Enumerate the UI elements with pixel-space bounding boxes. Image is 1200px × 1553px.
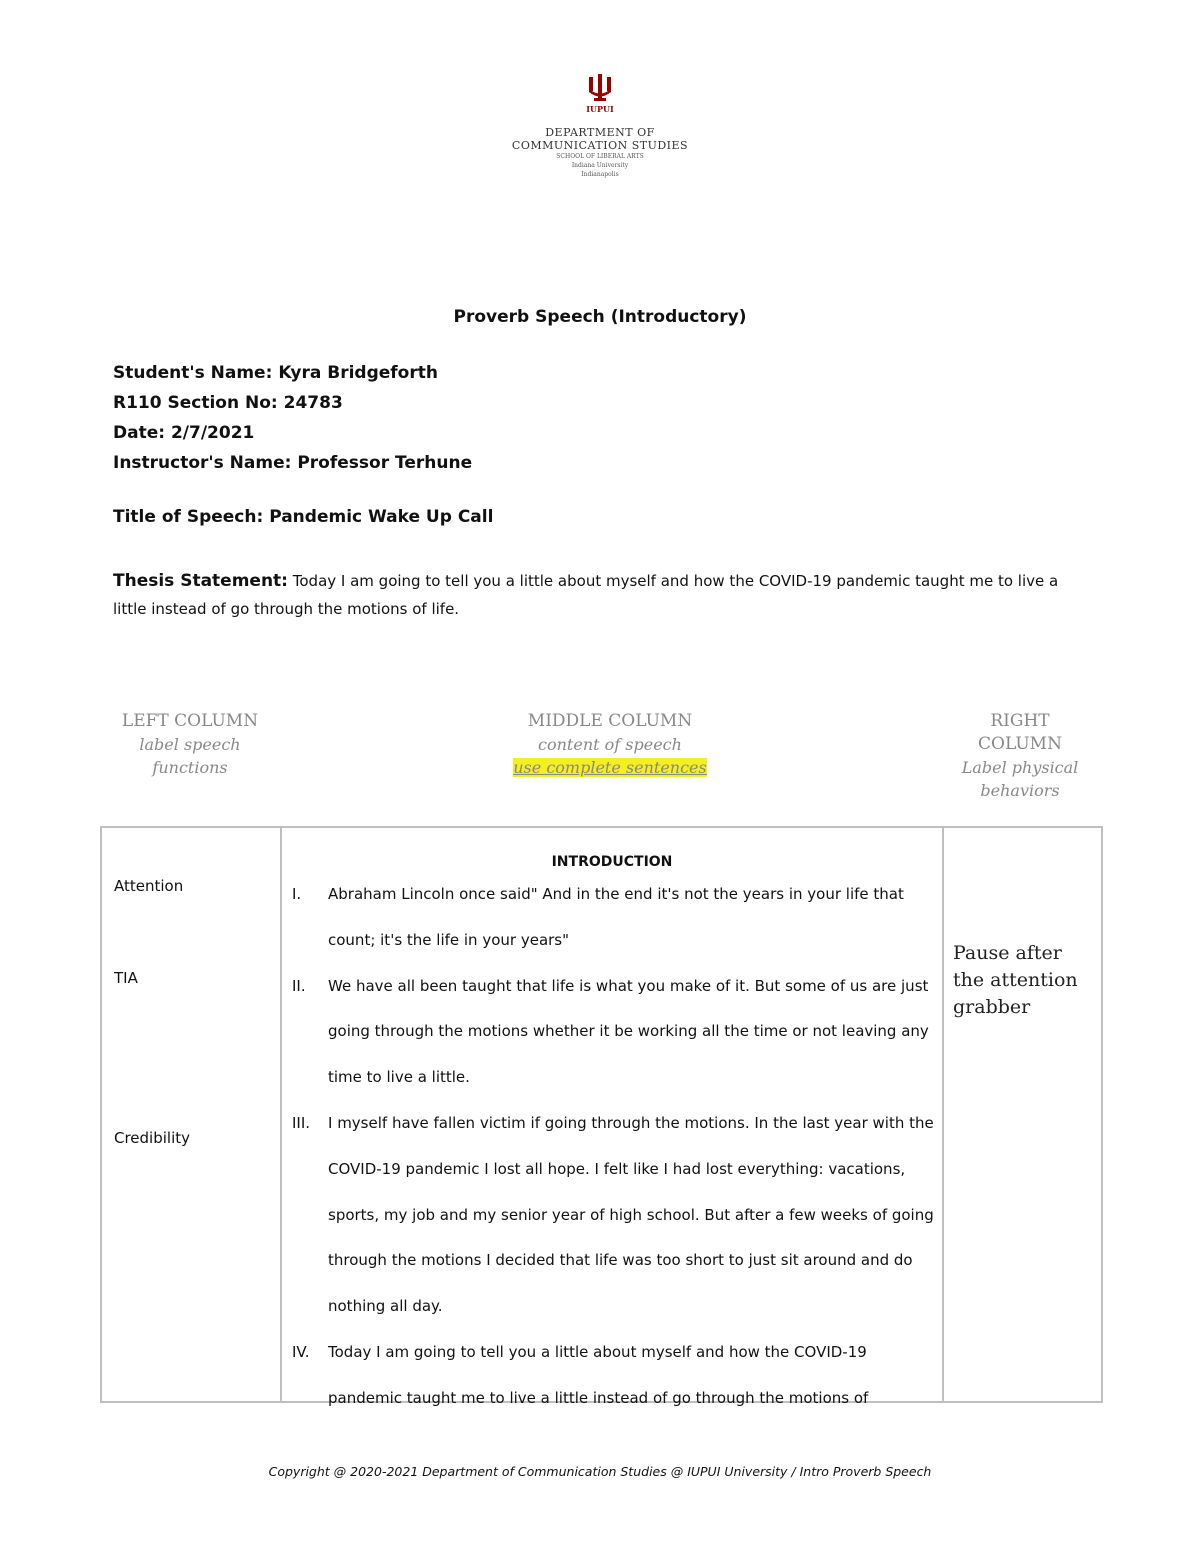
physical-behavior-note: Pause after the attention grabber xyxy=(953,942,1078,1018)
outline-number: III. xyxy=(292,1113,311,1132)
middle-column-heading xyxy=(460,710,760,779)
section-label: R110 Section No: xyxy=(113,393,278,413)
logo-abbreviation: IUPUI xyxy=(586,104,614,114)
right-column-heading xyxy=(940,710,1100,802)
outline-number: IV. xyxy=(292,1342,310,1361)
right-column-title-2: COLUMN xyxy=(978,734,1062,754)
function-credibility: Credibility xyxy=(114,1129,191,1147)
outline-number: I. xyxy=(292,885,302,903)
section-value: 24783 xyxy=(283,393,343,413)
copyright-footer: Copyright @ 2020-2021 Department of Communication Studies @ IUPUI University / Intro Proverb Speech xyxy=(268,1464,932,1479)
school-name: SCHOOL OF LIBERAL ARTS xyxy=(556,153,644,160)
middle-column-note: use complete sentences xyxy=(513,758,707,777)
left-column-heading xyxy=(100,710,280,779)
instructor-line xyxy=(113,448,472,478)
department-name-line2: COMMUNICATION STUDIES xyxy=(511,139,689,152)
right-column-desc-2: behaviors xyxy=(980,781,1060,800)
date-line xyxy=(113,418,472,448)
student-name-line xyxy=(113,358,472,388)
introduction-heading: INTRODUCTION xyxy=(551,854,673,870)
right-column-title-1: RIGHT xyxy=(990,711,1050,731)
function-attention: Attention xyxy=(114,877,184,895)
department-logo xyxy=(500,72,700,179)
outline-number: II. xyxy=(292,976,306,995)
thesis-statement xyxy=(113,567,1073,623)
thesis-text: Today I am going to tell you a little about myself and how the COVID-19 pandemic taught me to live a little instead of go through the motions of life. xyxy=(113,572,1059,618)
left-column-desc-1: label speech xyxy=(139,735,241,754)
right-column-desc-1: Label physical xyxy=(961,758,1079,777)
student-info xyxy=(113,358,472,478)
middle-column-desc: content of speech xyxy=(538,735,682,754)
instructor-value: Professor Terhune xyxy=(297,453,473,473)
university-name: Indiana University xyxy=(571,162,629,169)
outline-text: Abraham Lincoln once said" And in the end it's not the years in your life that count; it's the life in your years" xyxy=(328,885,904,949)
outline-item xyxy=(292,964,942,1101)
thesis-label: Thesis Statement: xyxy=(113,571,288,591)
student-name-label: Student's Name: xyxy=(113,363,273,383)
date-label: Date: xyxy=(113,423,166,443)
left-column-desc-2: functions xyxy=(152,758,228,777)
outline-text: Today I am going to tell you a little about myself and how the COVID-19 pandemic taught me to live a little instead of go through the motions of xyxy=(328,1342,869,1407)
outline-item xyxy=(292,1330,942,1422)
middle-column-title: MIDDLE COLUMN xyxy=(527,711,693,731)
outline-item xyxy=(292,1101,942,1330)
outline-text: I myself have fallen victim if going through the motions. In the last year with the COVID-19 pandemic I lost all hope. I felt like I had lost everything: vacations, sports, my job and my senior year of high school. But after a few weeks of going through the motions I decided that life was too short to just sit around and do nothing all day. xyxy=(328,1113,934,1316)
trident-logo-icon xyxy=(587,72,613,102)
city-name: Indianapolis xyxy=(581,171,619,178)
function-tia: TIA xyxy=(114,969,138,987)
document-title: Proverb Speech (Introductory) xyxy=(453,307,747,327)
column-divider xyxy=(942,828,944,1401)
left-column-title: LEFT COLUMN xyxy=(121,711,259,731)
speech-content-list xyxy=(292,872,942,1422)
outline-text: We have all been taught that life is what you make of it. But some of us are just going through the motions whether it be working all the time or not leaving any time to live a little. xyxy=(328,976,929,1087)
date-value: 2/7/2021 xyxy=(170,423,255,443)
instructor-label: Instructor's Name: xyxy=(113,453,292,473)
speech-title-value: Pandemic Wake Up Call xyxy=(269,507,494,527)
speech-outline-table xyxy=(100,826,1103,1407)
department-name-line1: DEPARTMENT OF xyxy=(545,126,655,139)
student-name-value: Kyra Bridgeforth xyxy=(278,363,438,383)
speech-title xyxy=(113,507,493,527)
speech-title-label: Title of Speech: xyxy=(113,507,264,527)
column-divider xyxy=(280,828,282,1401)
section-line xyxy=(113,388,472,418)
outline-item xyxy=(292,872,942,964)
